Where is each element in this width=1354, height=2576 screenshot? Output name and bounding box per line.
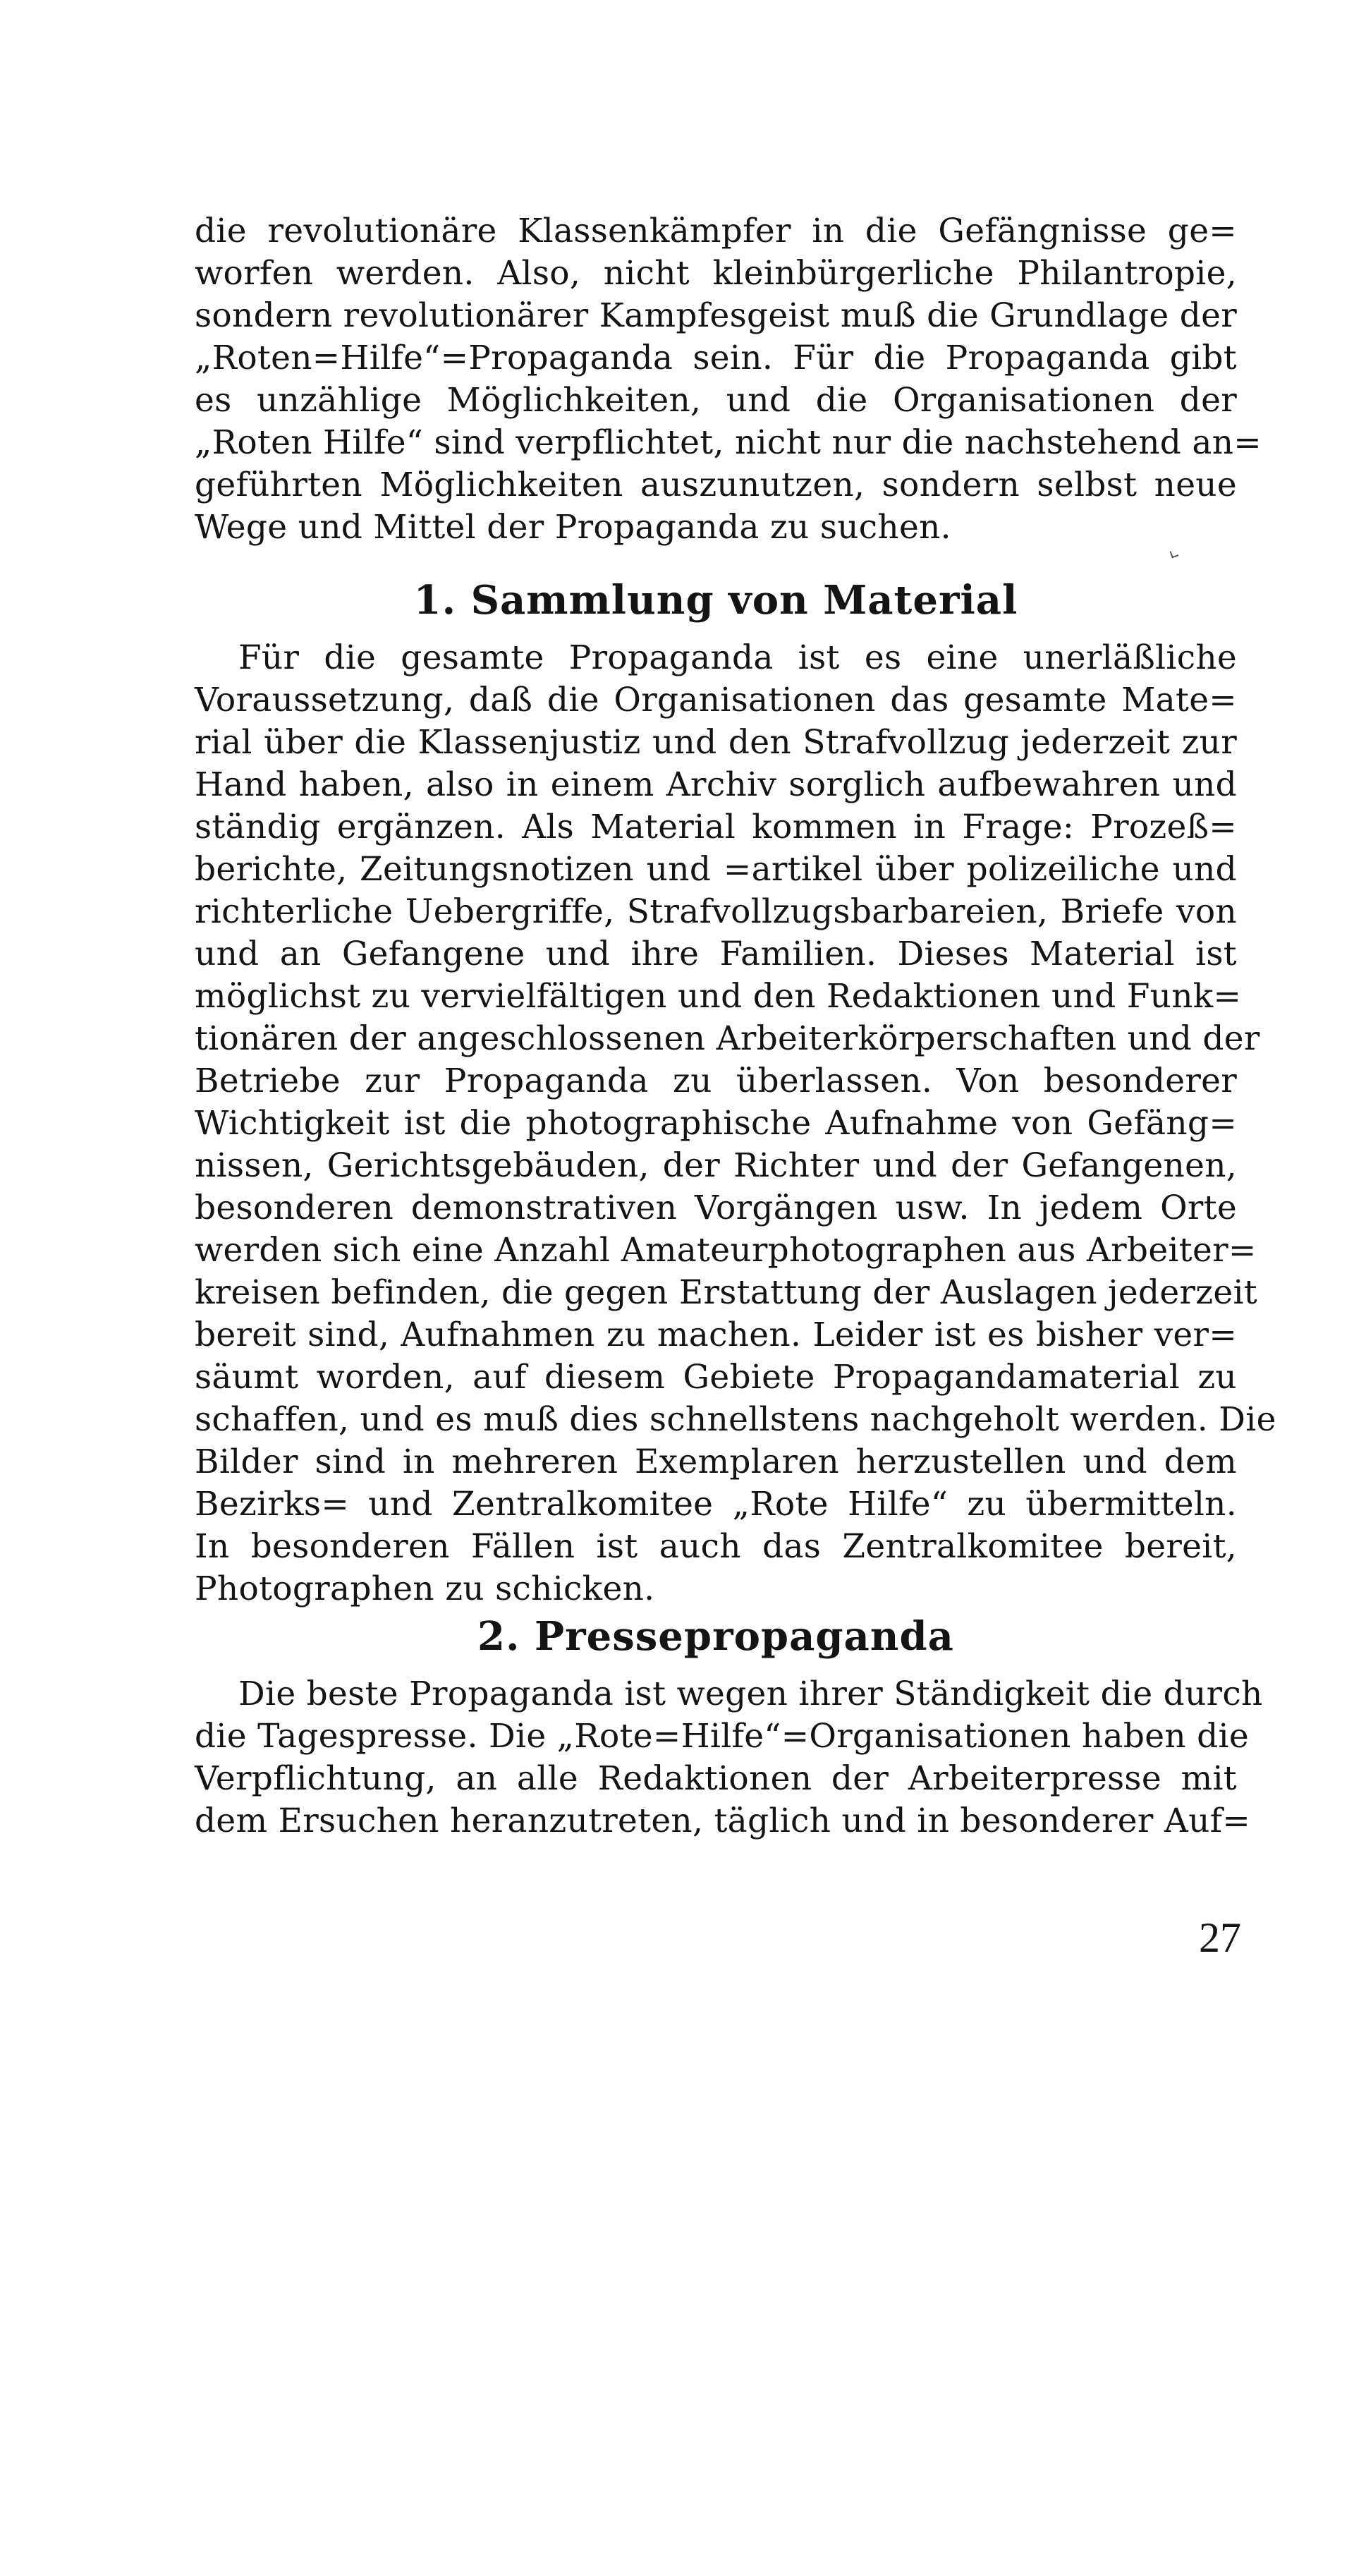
text-line: bereit sind, Aufnahmen zu machen. Leider ist es bisher ver= bbox=[195, 1316, 1237, 1354]
text-line: tionären der angeschlossenen Arbeiterkörperschaften und der bbox=[195, 1019, 1260, 1058]
text-line: geführten Möglichkeiten auszunutzen, sondern selbst neue bbox=[195, 466, 1237, 504]
intro-paragraph bbox=[195, 210, 1262, 549]
text-line: Photographen zu schicken. bbox=[195, 1569, 655, 1608]
text-line: und an Gefangene und ihre Familien. Dieses Material ist bbox=[195, 935, 1237, 973]
text-line: sondern revolutionärer Kampfesgeist muß die Grundlage der bbox=[195, 296, 1237, 335]
text-line: Wege und Mittel der Propaganda zu suchen. bbox=[195, 508, 951, 547]
text-line: Bilder sind in mehreren Exemplaren herzustellen und dem bbox=[195, 1442, 1237, 1481]
section-1-paragraph bbox=[195, 637, 1276, 1610]
section-2-paragraph bbox=[195, 1673, 1263, 1842]
text-line: dem Ersuchen heranzutreten, täglich und in besonderer Auf= bbox=[195, 1802, 1251, 1840]
section-heading-2: 2. Pressepropaganda bbox=[477, 1613, 954, 1660]
page-number: 27 bbox=[1199, 1914, 1241, 1961]
text-line: In besonderen Fällen ist auch das Zentralkomitee bereit, bbox=[195, 1527, 1237, 1566]
text-line: richterliche Uebergriffe, Strafvollzugsbarbareien, Briefe von bbox=[195, 892, 1237, 931]
section-heading-1: 1. Sammlung von Material bbox=[413, 577, 1018, 624]
text-line: Für die gesamte Propaganda ist es eine unerläßliche bbox=[238, 638, 1237, 677]
text-line: schaffen, und es muß dies schnellstens nachgeholt werden. Die bbox=[195, 1400, 1276, 1439]
text-line: es unzählige Möglichkeiten, und die Organisationen der bbox=[195, 381, 1237, 420]
text-line: Bezirks= und Zentralkomitee „Rote Hilfe“ zu übermitteln. bbox=[195, 1485, 1237, 1524]
text-line: Verpflichtung, an alle Redaktionen der Arbeiterpresse mit bbox=[195, 1759, 1237, 1798]
text-line: werden sich eine Anzahl Amateurphotographen aus Arbeiter= bbox=[195, 1231, 1257, 1270]
text-line: besonderen demonstrativen Vorgängen usw. In jedem Orte bbox=[195, 1189, 1237, 1227]
text-line: nissen, Gerichtsgebäuden, der Richter und der Gefangenen, bbox=[195, 1146, 1237, 1185]
text-line: die revolutionäre Klassenkämpfer in die Gefängnisse ge= bbox=[195, 212, 1237, 250]
text-line: möglichst zu vervielfältigen und den Redaktionen und Funk= bbox=[195, 977, 1242, 1016]
text-line: kreisen befinden, die gegen Erstattung der Auslagen jederzeit bbox=[195, 1273, 1257, 1312]
text-line: ständig ergänzen. Als Material kommen in Frage: Prozeß= bbox=[195, 808, 1237, 846]
text-line: säumt worden, auf diesem Gebiete Propagandamaterial zu bbox=[195, 1358, 1237, 1397]
text-line: Die beste Propaganda ist wegen ihrer Ständigkeit die durch bbox=[238, 1675, 1263, 1713]
print-speck bbox=[1170, 549, 1179, 559]
text-line: rial über die Klassenjustiz und den Strafvollzug jederzeit zur bbox=[195, 723, 1237, 762]
text-line: „Roten=Hilfe“=Propaganda sein. Für die Propaganda gibt bbox=[195, 339, 1237, 377]
text-line: „Roten Hilfe“ sind verpflichtet, nicht nur die nachstehend an= bbox=[195, 423, 1262, 462]
text-line: Hand haben, also in einem Archiv sorglich aufbewahren und bbox=[195, 765, 1237, 804]
text-line: Wichtigkeit ist die photographische Aufnahme von Gefäng= bbox=[195, 1104, 1237, 1143]
text-line: die Tagespresse. Die „Rote=Hilfe“=Organisationen haben die bbox=[195, 1717, 1249, 1756]
text-line: Voraussetzung, daß die Organisationen das gesamte Mate= bbox=[195, 681, 1237, 719]
text-line: Betriebe zur Propaganda zu überlassen. Von besonderer bbox=[195, 1062, 1237, 1100]
text-line: worfen werden. Also, nicht kleinbürgerliche Philantropie, bbox=[195, 254, 1237, 293]
text-line: berichte, Zeitungsnotizen und =artikel über polizeiliche und bbox=[195, 850, 1237, 889]
